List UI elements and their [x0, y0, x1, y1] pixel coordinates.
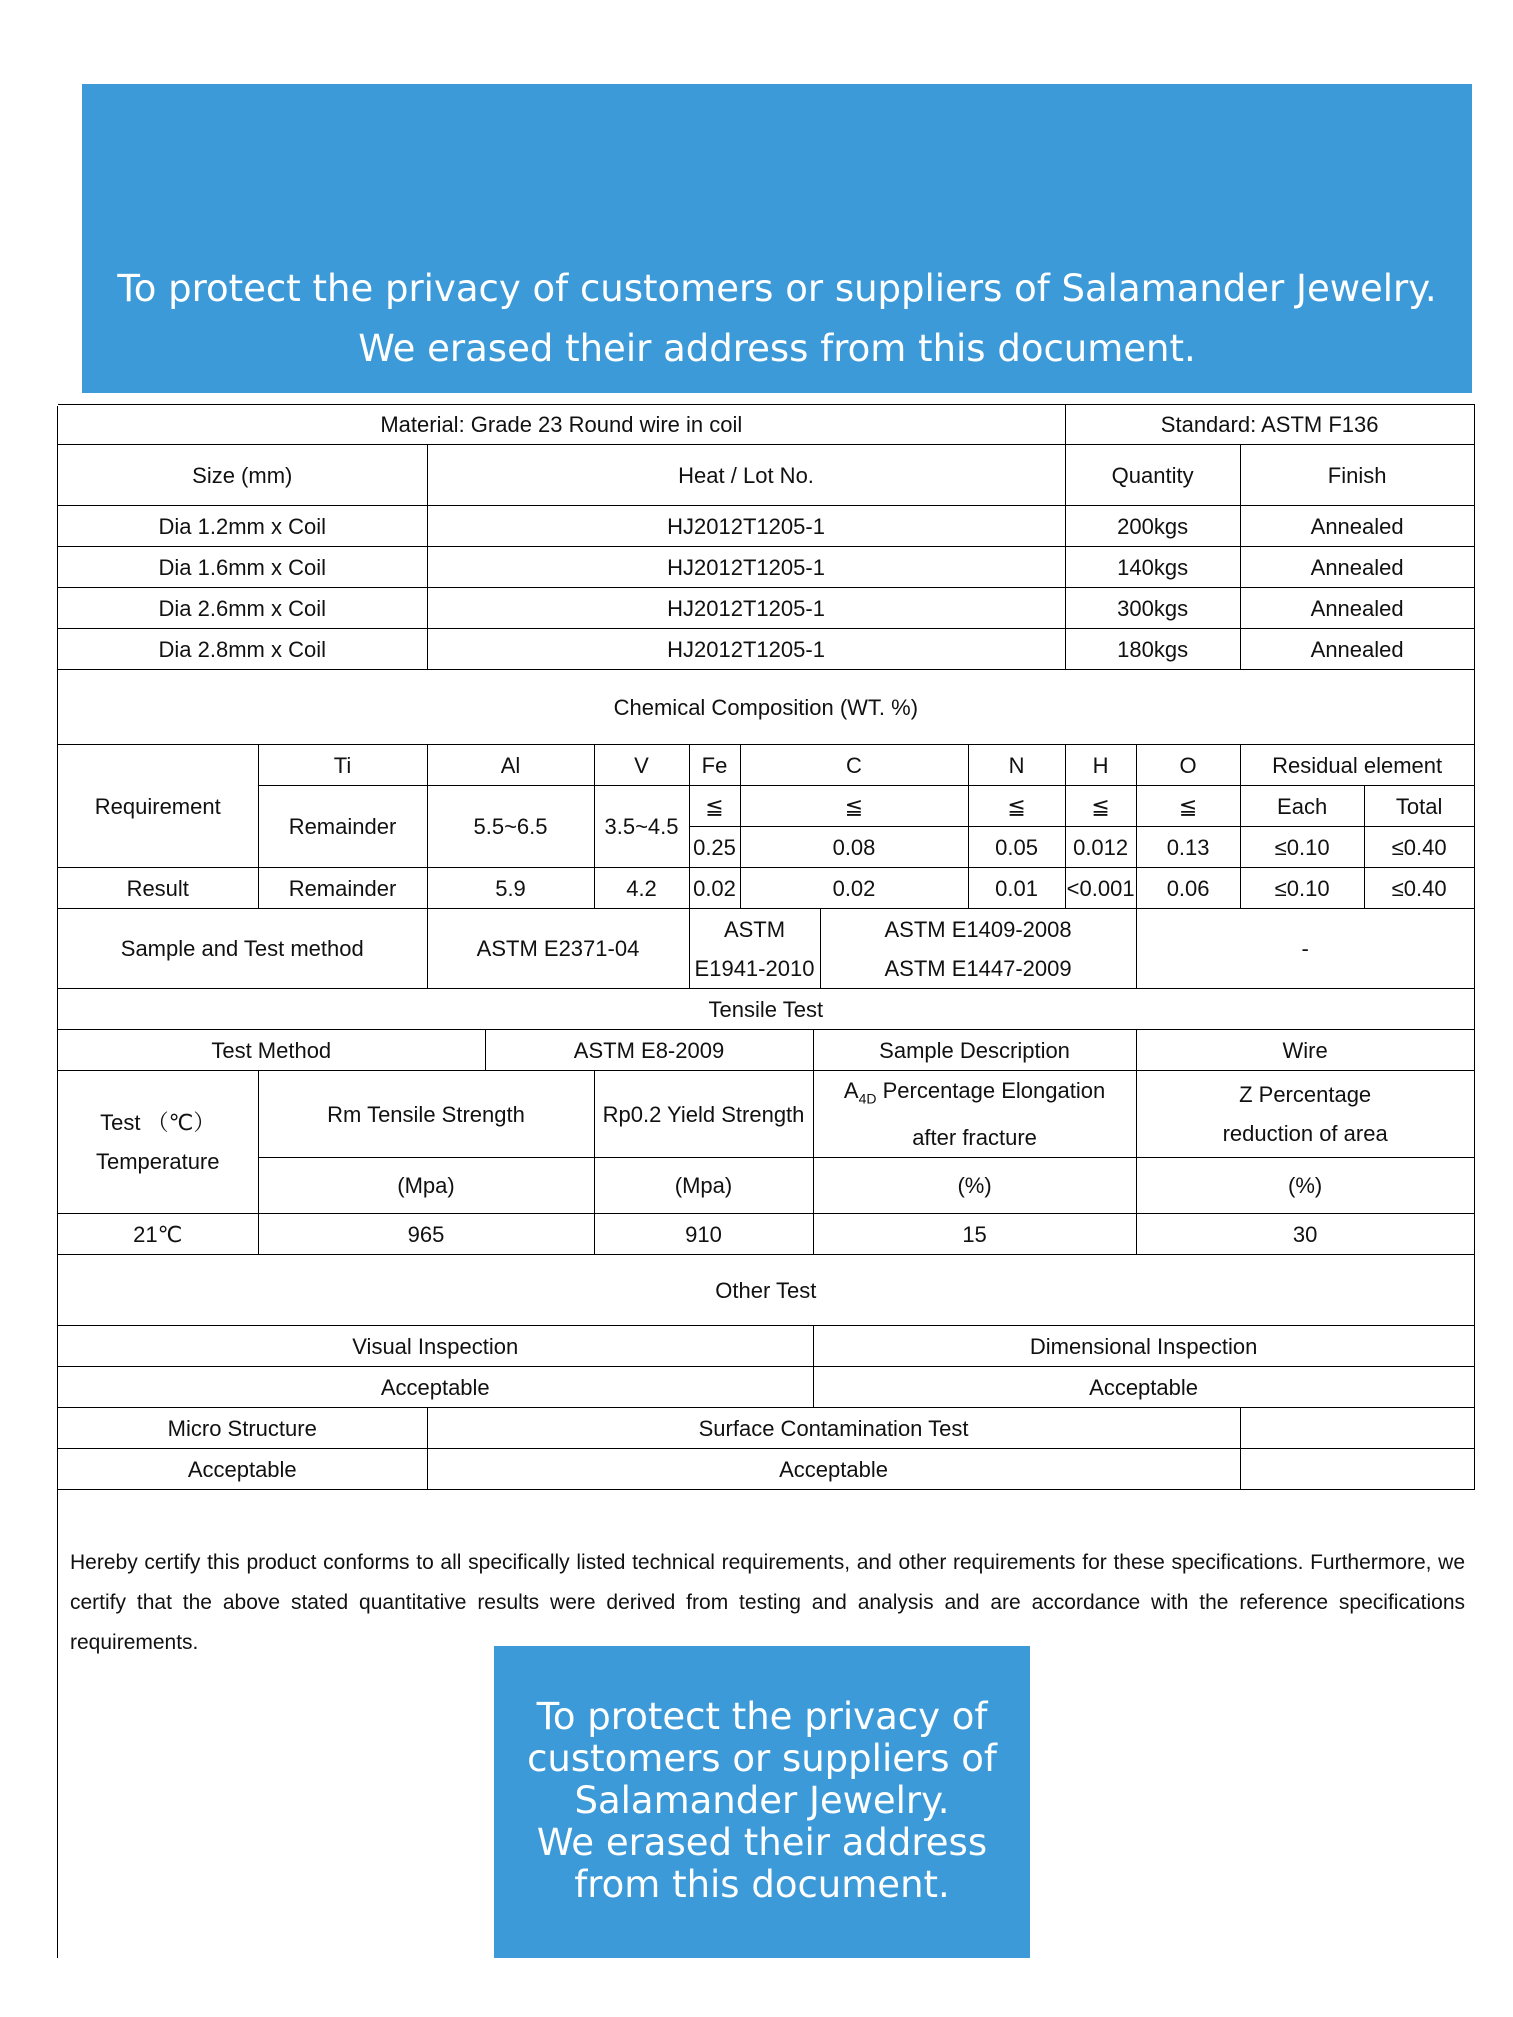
dimensional-inspection-label: Dimensional Inspection [813, 1326, 1474, 1367]
reduction-line-2: reduction of area [1222, 1121, 1388, 1147]
reduction-unit: (%) [1136, 1158, 1474, 1214]
test-temperature-label [58, 1071, 258, 1214]
test-temperature-line-1: Test （℃） [100, 1110, 216, 1136]
item-finish: Annealed [1240, 547, 1474, 588]
req-fe-symbol: ≦ [689, 786, 740, 827]
result-o: 0.06 [1136, 868, 1240, 909]
result-al: 5.9 [427, 868, 594, 909]
other-title-row [58, 1255, 1474, 1326]
privacy-notice-bottom-line-1: To protect the privacy of [536, 1695, 988, 1738]
sample-description-label: Sample Description [813, 1030, 1136, 1071]
visual-inspection-label: Visual Inspection [58, 1326, 813, 1367]
req-n-symbol: ≦ [968, 786, 1065, 827]
requirement-row-1 [58, 786, 1474, 827]
element-o: O [1136, 745, 1240, 786]
col-heat-header: Heat / Lot No. [427, 445, 1065, 506]
privacy-notice-line-1: To protect the privacy of customers or suppliers of Salamander Jewelry. [117, 267, 1437, 310]
rm-value: 965 [258, 1214, 594, 1255]
rm-unit: (Mpa) [258, 1158, 594, 1214]
method-c [689, 909, 820, 989]
chemical-title: Chemical Composition (WT. %) [58, 670, 1474, 745]
element-ti: Ti [258, 745, 427, 786]
element-n: N [968, 745, 1065, 786]
req-h-symbol: ≦ [1065, 786, 1136, 827]
col-finish-header: Finish [1240, 445, 1474, 506]
method-residual: - [1136, 909, 1474, 989]
test-method-label: Test Method [58, 1030, 485, 1071]
item-finish: Annealed [1240, 629, 1474, 670]
req-c: 0.08 [740, 827, 968, 868]
item-quantity: 180kgs [1065, 629, 1240, 670]
chemical-title-row [58, 670, 1474, 745]
test-method-row [58, 909, 1474, 989]
surface-contamination-value: Acceptable [427, 1449, 1240, 1490]
empty-cell [1240, 1408, 1474, 1449]
item-quantity: 300kgs [1065, 588, 1240, 629]
structure-label-row [58, 1408, 1474, 1449]
elongation-unit: (%) [813, 1158, 1136, 1214]
temperature-value: 21℃ [58, 1214, 258, 1255]
micro-structure-value: Acceptable [58, 1449, 427, 1490]
visual-inspection-value: Acceptable [58, 1367, 813, 1408]
dimensional-inspection-value: Acceptable [813, 1367, 1474, 1408]
item-heat: HJ2012T1205-1 [427, 629, 1065, 670]
element-al: Al [427, 745, 594, 786]
tensile-title: Tensile Test [58, 989, 1474, 1030]
test-temperature-line-2: Temperature [95, 1149, 220, 1175]
req-c-symbol: ≦ [740, 786, 968, 827]
chemical-elements-row [58, 745, 1474, 786]
req-n: 0.05 [968, 827, 1065, 868]
privacy-notice-banner-top [82, 84, 1472, 393]
tensile-title-row [58, 989, 1474, 1030]
item-finish: Annealed [1240, 506, 1474, 547]
req-v: 3.5~4.5 [594, 786, 689, 868]
req-h: 0.012 [1065, 827, 1136, 868]
tensile-units-row [58, 1158, 1474, 1214]
certificate-table-wrapper [58, 404, 1474, 1490]
certificate-table [58, 404, 1475, 1490]
material-cell: Material: Grade 23 Round wire in coil [58, 405, 1065, 445]
residual-each-label: Each [1240, 786, 1364, 827]
sample-description-value: Wire [1136, 1030, 1474, 1071]
method-c-line-2: E1941-2010 [694, 955, 815, 981]
reduction-of-area-label [1136, 1071, 1474, 1158]
item-row [58, 588, 1474, 629]
tensile-method-row [58, 1030, 1474, 1071]
element-h: H [1065, 745, 1136, 786]
element-fe: Fe [689, 745, 740, 786]
result-v: 4.2 [594, 868, 689, 909]
reduction-line-1: Z Percentage [1239, 1082, 1372, 1108]
item-finish: Annealed [1240, 588, 1474, 629]
elongation-line-1 [814, 1071, 1136, 1118]
col-quantity-header: Quantity [1065, 445, 1240, 506]
method-n-h-o [820, 909, 1136, 989]
tensile-result-row [58, 1214, 1474, 1255]
reduction-value: 30 [1136, 1214, 1474, 1255]
req-total: ≤0.40 [1364, 827, 1474, 868]
privacy-notice-banner-bottom [494, 1646, 1030, 1958]
item-row [58, 506, 1474, 547]
result-total: ≤0.40 [1364, 868, 1474, 909]
privacy-notice-line-2: We erased their address from this document. [358, 327, 1196, 370]
req-fe: 0.25 [689, 827, 740, 868]
inspection-value-row [58, 1367, 1474, 1408]
item-size: Dia 2.6mm x Coil [58, 588, 427, 629]
privacy-notice-bottom-line-5: from this document. [574, 1863, 950, 1906]
elongation-label [813, 1071, 1136, 1158]
elongation-symbol: A [843, 1078, 859, 1103]
structure-value-row [58, 1449, 1474, 1490]
other-test-title: Other Test [58, 1255, 1474, 1326]
tensile-header-row [58, 1071, 1474, 1158]
certification-statement: Hereby certify this product conforms to all specifically listed technical requirements, and other requirements for these specifications. Furthermore, we certify that the above stated quantitative results were derived from testing and analysis and are accordance with the reference specifications requirements. [70, 1551, 1465, 1654]
residual-element-label: Residual element [1240, 745, 1474, 786]
surface-contamination-label: Surface Contamination Test [427, 1408, 1240, 1449]
method-n-h-o-line-1: ASTM E1409-2008 [884, 916, 1072, 942]
rp-value: 910 [594, 1214, 813, 1255]
rp-unit: (Mpa) [594, 1158, 813, 1214]
privacy-notice-bottom-line-2: customers or suppliers of [527, 1737, 997, 1780]
material-row [58, 405, 1474, 445]
item-quantity: 140kgs [1065, 547, 1240, 588]
elongation-text: Percentage Elongation [876, 1078, 1106, 1103]
method-c-line-1: ASTM [723, 916, 786, 942]
item-heat: HJ2012T1205-1 [427, 506, 1065, 547]
elongation-line-2: after fracture [912, 1125, 1037, 1151]
item-size: Dia 2.8mm x Coil [58, 629, 427, 670]
result-each: ≤0.10 [1240, 868, 1364, 909]
rp-yield-strength-label: Rp0.2 Yield Strength [594, 1071, 813, 1158]
item-heat: HJ2012T1205-1 [427, 547, 1065, 588]
element-v: V [594, 745, 689, 786]
item-row [58, 629, 1474, 670]
method-ti-al-v-fe: ASTM E2371-04 [427, 909, 689, 989]
req-ti: Remainder [258, 786, 427, 868]
privacy-notice-bottom-line-3: Salamander Jewelry. [574, 1779, 950, 1822]
item-quantity: 200kgs [1065, 506, 1240, 547]
privacy-notice-bottom-line-4: We erased their address [536, 1821, 988, 1864]
item-size: Dia 1.2mm x Coil [58, 506, 427, 547]
result-row [58, 868, 1474, 909]
test-method-value: ASTM E8-2009 [485, 1030, 813, 1071]
elongation-subscript: 4D [858, 1090, 877, 1107]
result-c: 0.02 [740, 868, 968, 909]
result-ti: Remainder [258, 868, 427, 909]
result-fe: 0.02 [689, 868, 740, 909]
item-size: Dia 1.6mm x Coil [58, 547, 427, 588]
empty-cell [1240, 1449, 1474, 1490]
inspection-label-row [58, 1326, 1474, 1367]
col-size-header: Size (mm) [58, 445, 427, 506]
req-o: 0.13 [1136, 827, 1240, 868]
residual-total-label: Total [1364, 786, 1474, 827]
result-h: <0.001 [1065, 868, 1136, 909]
standard-cell: Standard: ASTM F136 [1065, 405, 1474, 445]
result-label: Result [58, 868, 258, 909]
req-o-symbol: ≦ [1136, 786, 1240, 827]
requirement-label: Requirement [58, 745, 258, 868]
item-row [58, 547, 1474, 588]
result-n: 0.01 [968, 868, 1065, 909]
method-n-h-o-line-2: ASTM E1447-2009 [884, 955, 1072, 981]
micro-structure-label: Micro Structure [58, 1408, 427, 1449]
sample-test-method-label: Sample and Test method [58, 909, 427, 989]
req-al: 5.5~6.5 [427, 786, 594, 868]
elongation-value: 15 [813, 1214, 1136, 1255]
item-heat: HJ2012T1205-1 [427, 588, 1065, 629]
rm-tensile-strength-label: Rm Tensile Strength [258, 1071, 594, 1158]
req-each: ≤0.10 [1240, 827, 1364, 868]
element-c: C [740, 745, 968, 786]
items-header-row [58, 445, 1474, 506]
